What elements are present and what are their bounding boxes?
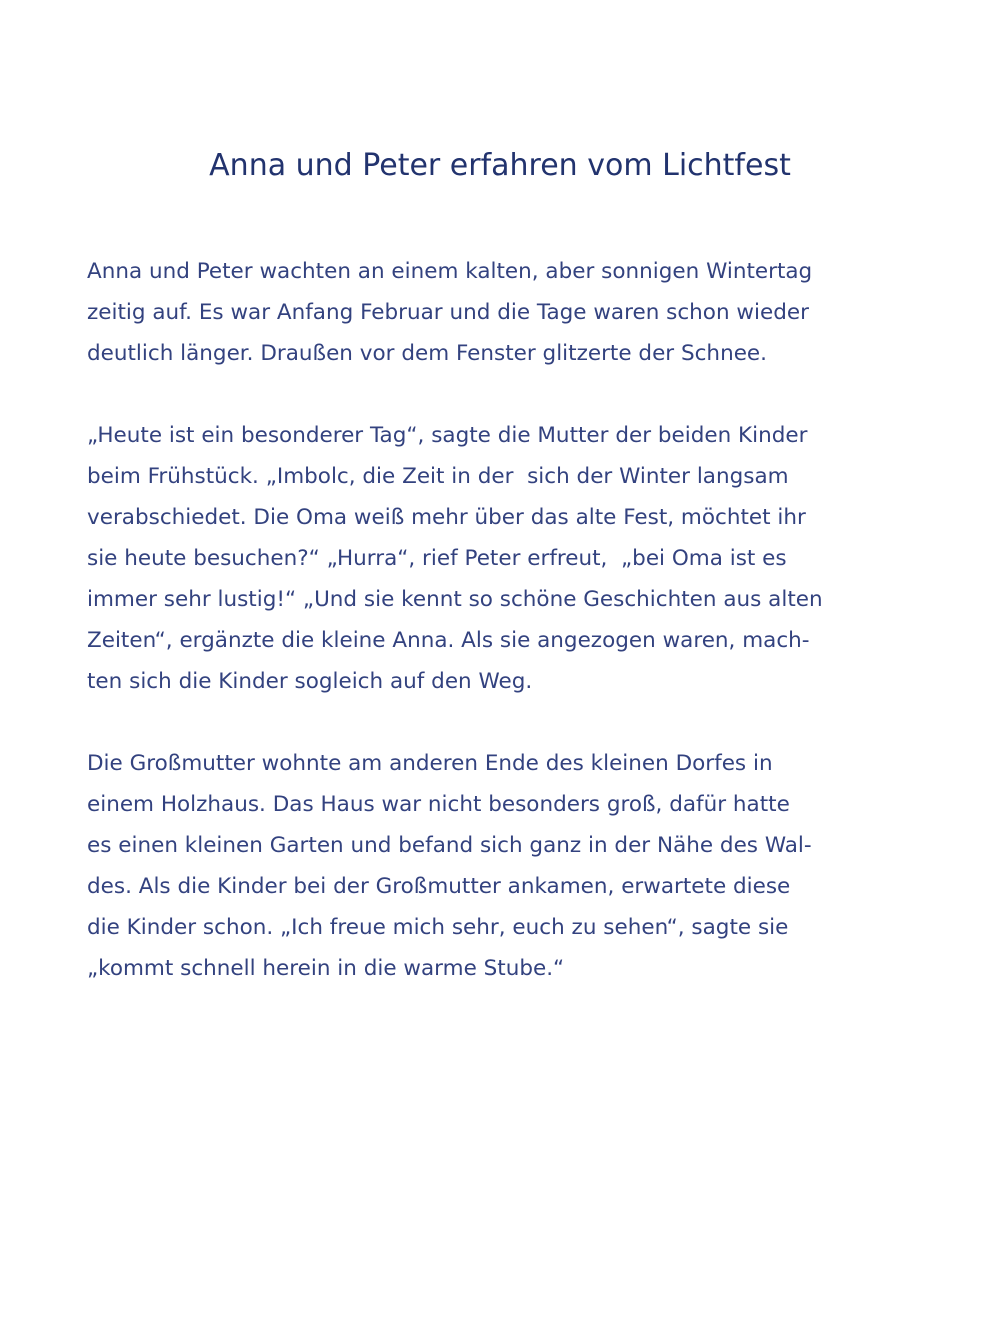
text-line: Die Großmutter wohnte am anderen Ende des kleinen Dorfes in xyxy=(87,751,773,776)
text-line: Zeiten“, ergänzte die kleine Anna. Als sie angezogen waren, mach- xyxy=(87,628,810,653)
story-paragraph-2 xyxy=(87,415,927,702)
text-line: beim Frühstück. „Imbolc, die Zeit in der sich der Winter langsam xyxy=(87,464,789,489)
text-line: sie heute besuchen?“ „Hurra“, rief Peter erfreut, „bei Oma ist es xyxy=(87,546,787,571)
text-line: verabschiedet. Die Oma weiß mehr über das alte Fest, möchtet ihr xyxy=(87,505,806,530)
text-line: die Kinder schon. „Ich freue mich sehr, euch zu sehen“, sagte sie xyxy=(87,915,789,940)
text-line: es einen kleinen Garten und befand sich ganz in der Nähe des Wal- xyxy=(87,833,812,858)
text-line: deutlich länger. Draußen vor dem Fenster glitzerte der Schnee. xyxy=(87,341,767,366)
text-line: zeitig auf. Es war Anfang Februar und die Tage waren schon wieder xyxy=(87,300,809,325)
text-line: „kommt schnell herein in die warme Stube.“ xyxy=(87,956,565,981)
story-paragraph-3 xyxy=(87,743,927,989)
story-title: Anna und Peter erfahren vom Lichtfest xyxy=(209,148,791,183)
story-paragraph-1 xyxy=(87,251,927,374)
text-line: einem Holzhaus. Das Haus war nicht besonders groß, dafür hatte xyxy=(87,792,790,817)
text-line: ten sich die Kinder sogleich auf den Weg. xyxy=(87,669,533,694)
text-line: immer sehr lustig!“ „Und sie kennt so schöne Geschichten aus alten xyxy=(87,587,823,612)
text-line: Anna und Peter wachten an einem kalten, aber sonnigen Wintertag xyxy=(87,259,813,284)
text-line: „Heute ist ein besonderer Tag“, sagte die Mutter der beiden Kinder xyxy=(87,423,808,448)
text-line: des. Als die Kinder bei der Großmutter ankamen, erwartete diese xyxy=(87,874,791,899)
